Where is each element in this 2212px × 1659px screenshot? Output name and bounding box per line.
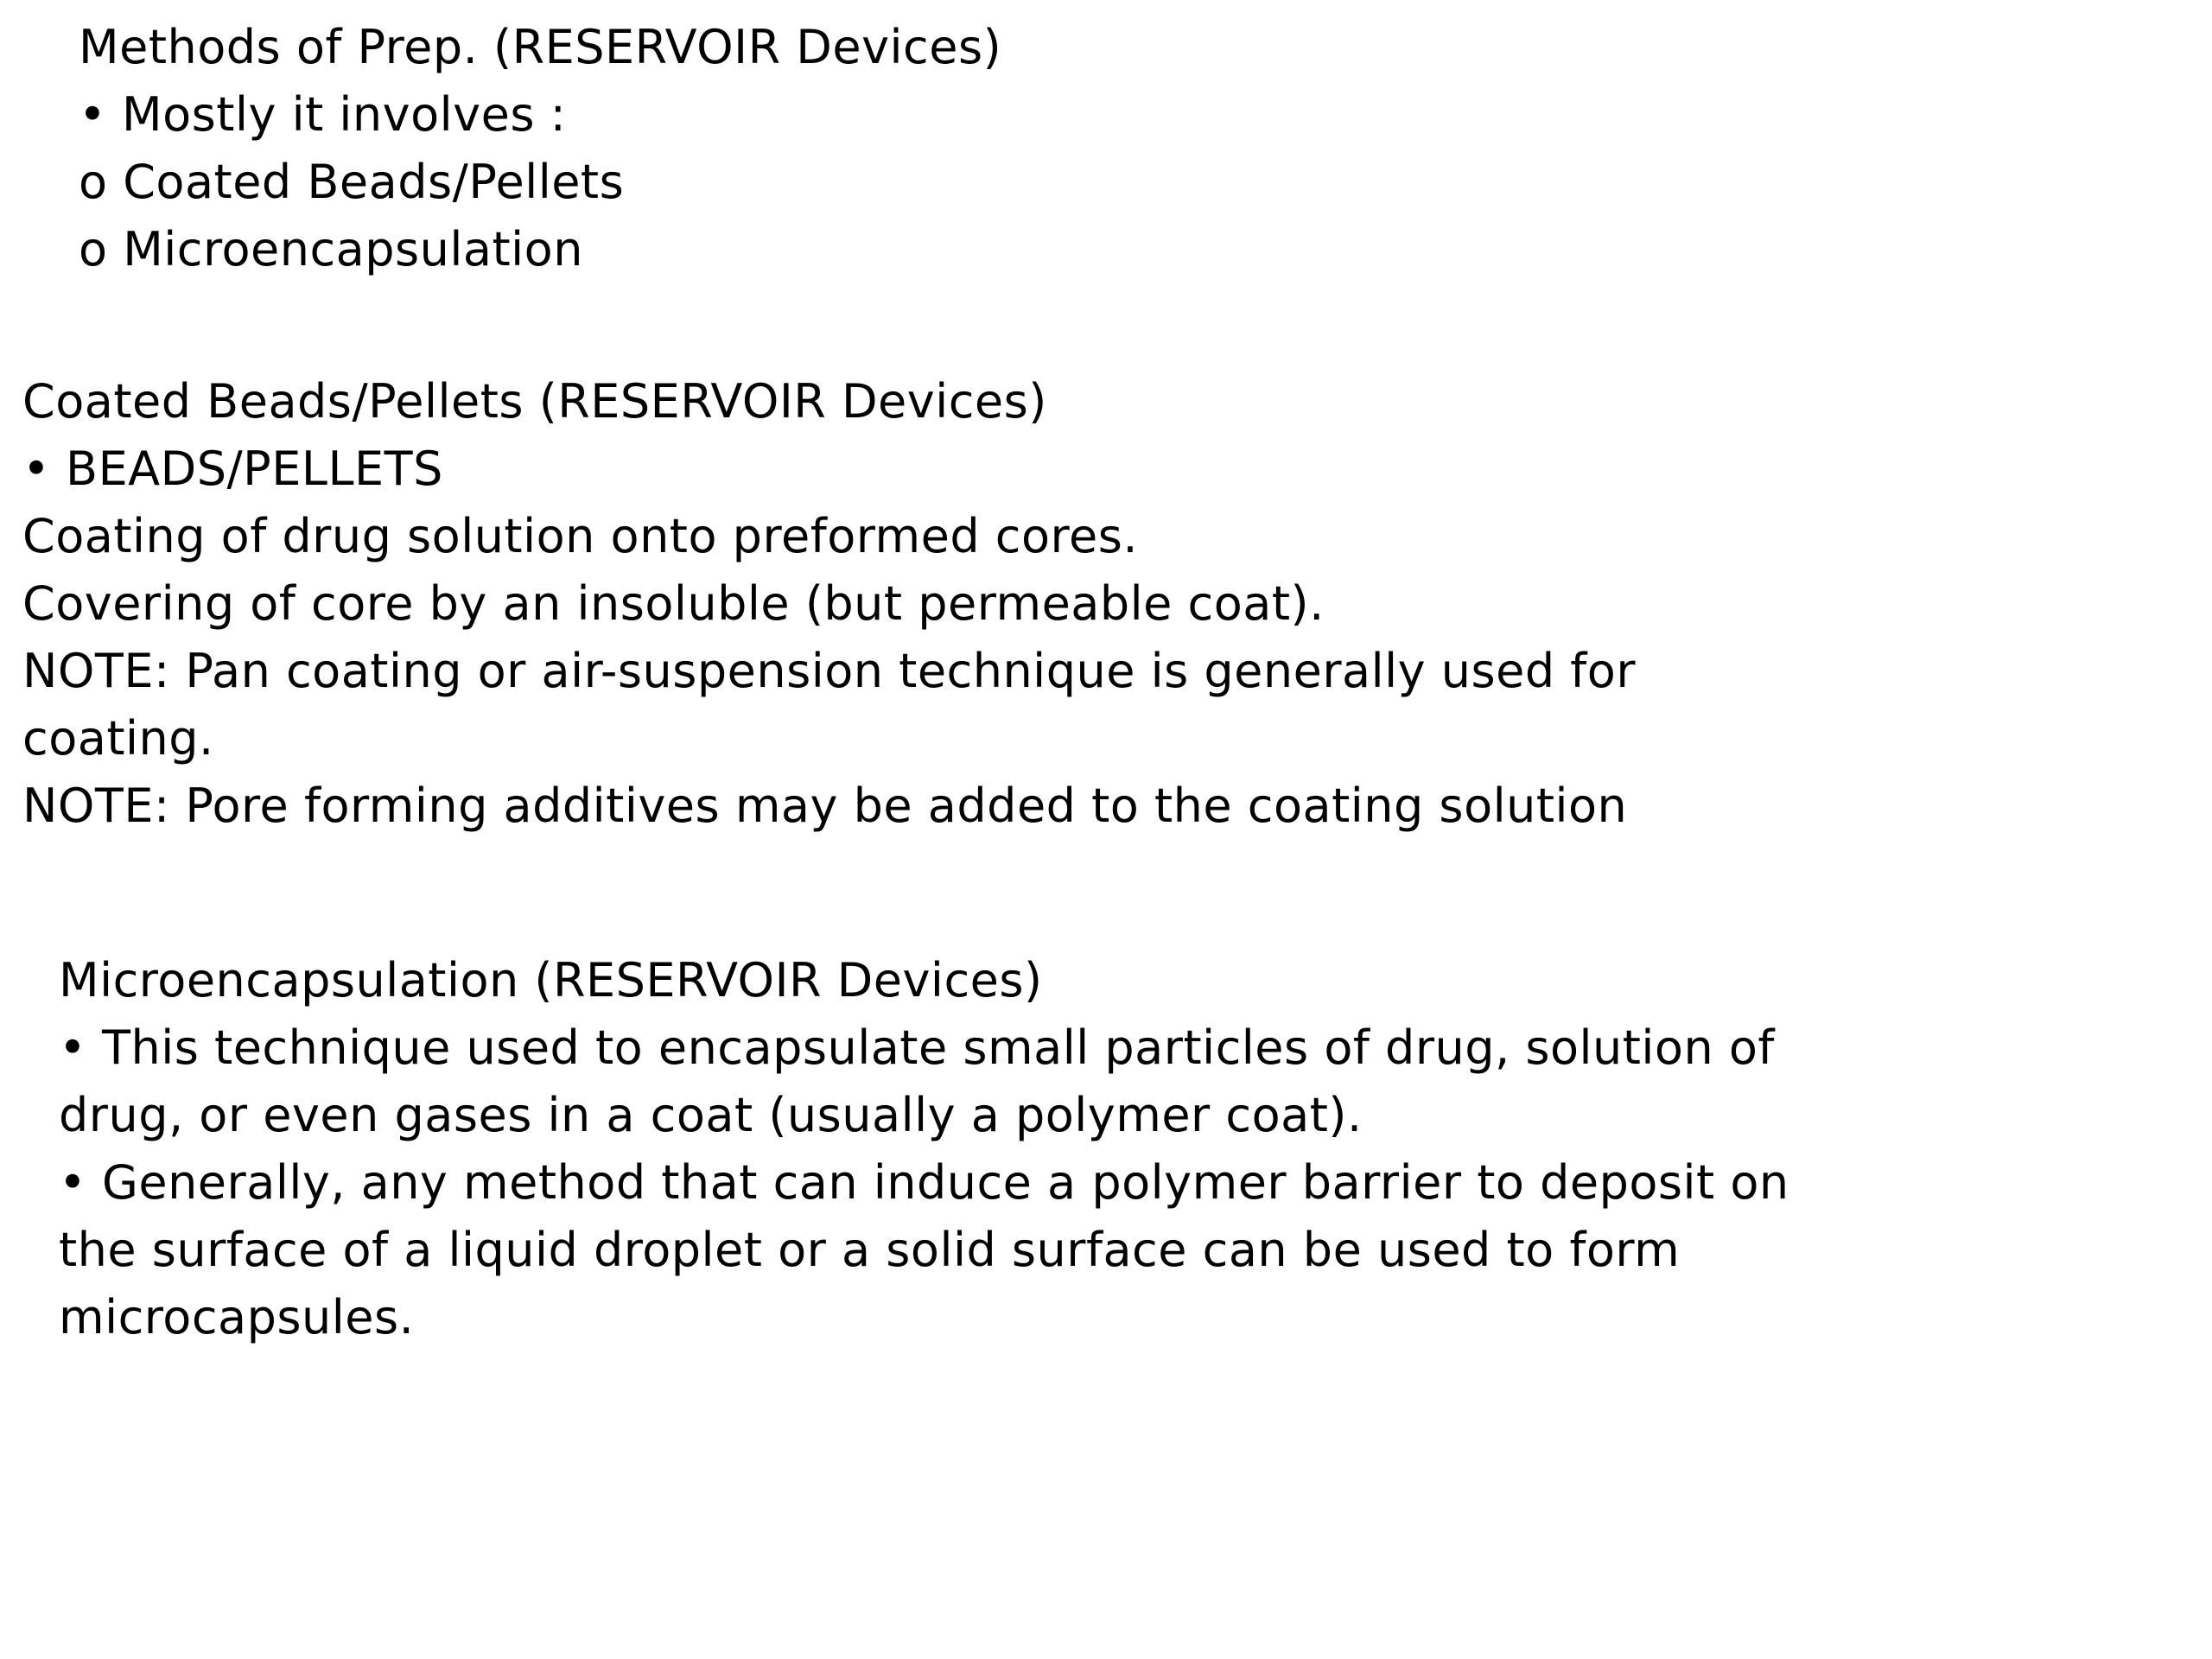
bullet-item: • Mostly it involves : [79, 87, 567, 142]
sub-list-item: o Microencapsulation [79, 222, 583, 276]
section-heading: Methods of Prep. (RESERVOIR Devices) [79, 20, 1002, 74]
text-line: NOTE: Pore forming additives may be added to the coating solution [22, 779, 1628, 833]
text-line: microcapsules. [59, 1290, 415, 1344]
section-heading: Coated Beads/Pellets (RESERVOIR Devices) [22, 374, 1047, 429]
text-line: coating. [22, 711, 214, 766]
text-line: NOTE: Pan coating or air-suspension technique is generally used for [22, 644, 1637, 698]
text-line: the surface of a liquid droplet or a solid surface can be used to form [59, 1223, 1681, 1277]
text-line: drug, or even gases in a coat (usually a polymer coat). [59, 1088, 1363, 1142]
sub-list-item: o Coated Beads/Pellets [79, 155, 625, 209]
text-line: Coating of drug solution onto preformed cores. [22, 509, 1139, 563]
text-line: • Generally, any method that can induce a polymer barrier to deposit on [59, 1155, 1789, 1210]
section-heading: Microencapsulation (RESERVOIR Devices) [59, 953, 1043, 1007]
text-line: Covering of core by an insoluble (but permeable coat). [22, 576, 1325, 631]
text-line: • This technique used to encapsulate small particles of drug, solution of [59, 1020, 1775, 1075]
bullet-item: • BEADS/PELLETS [22, 442, 443, 496]
